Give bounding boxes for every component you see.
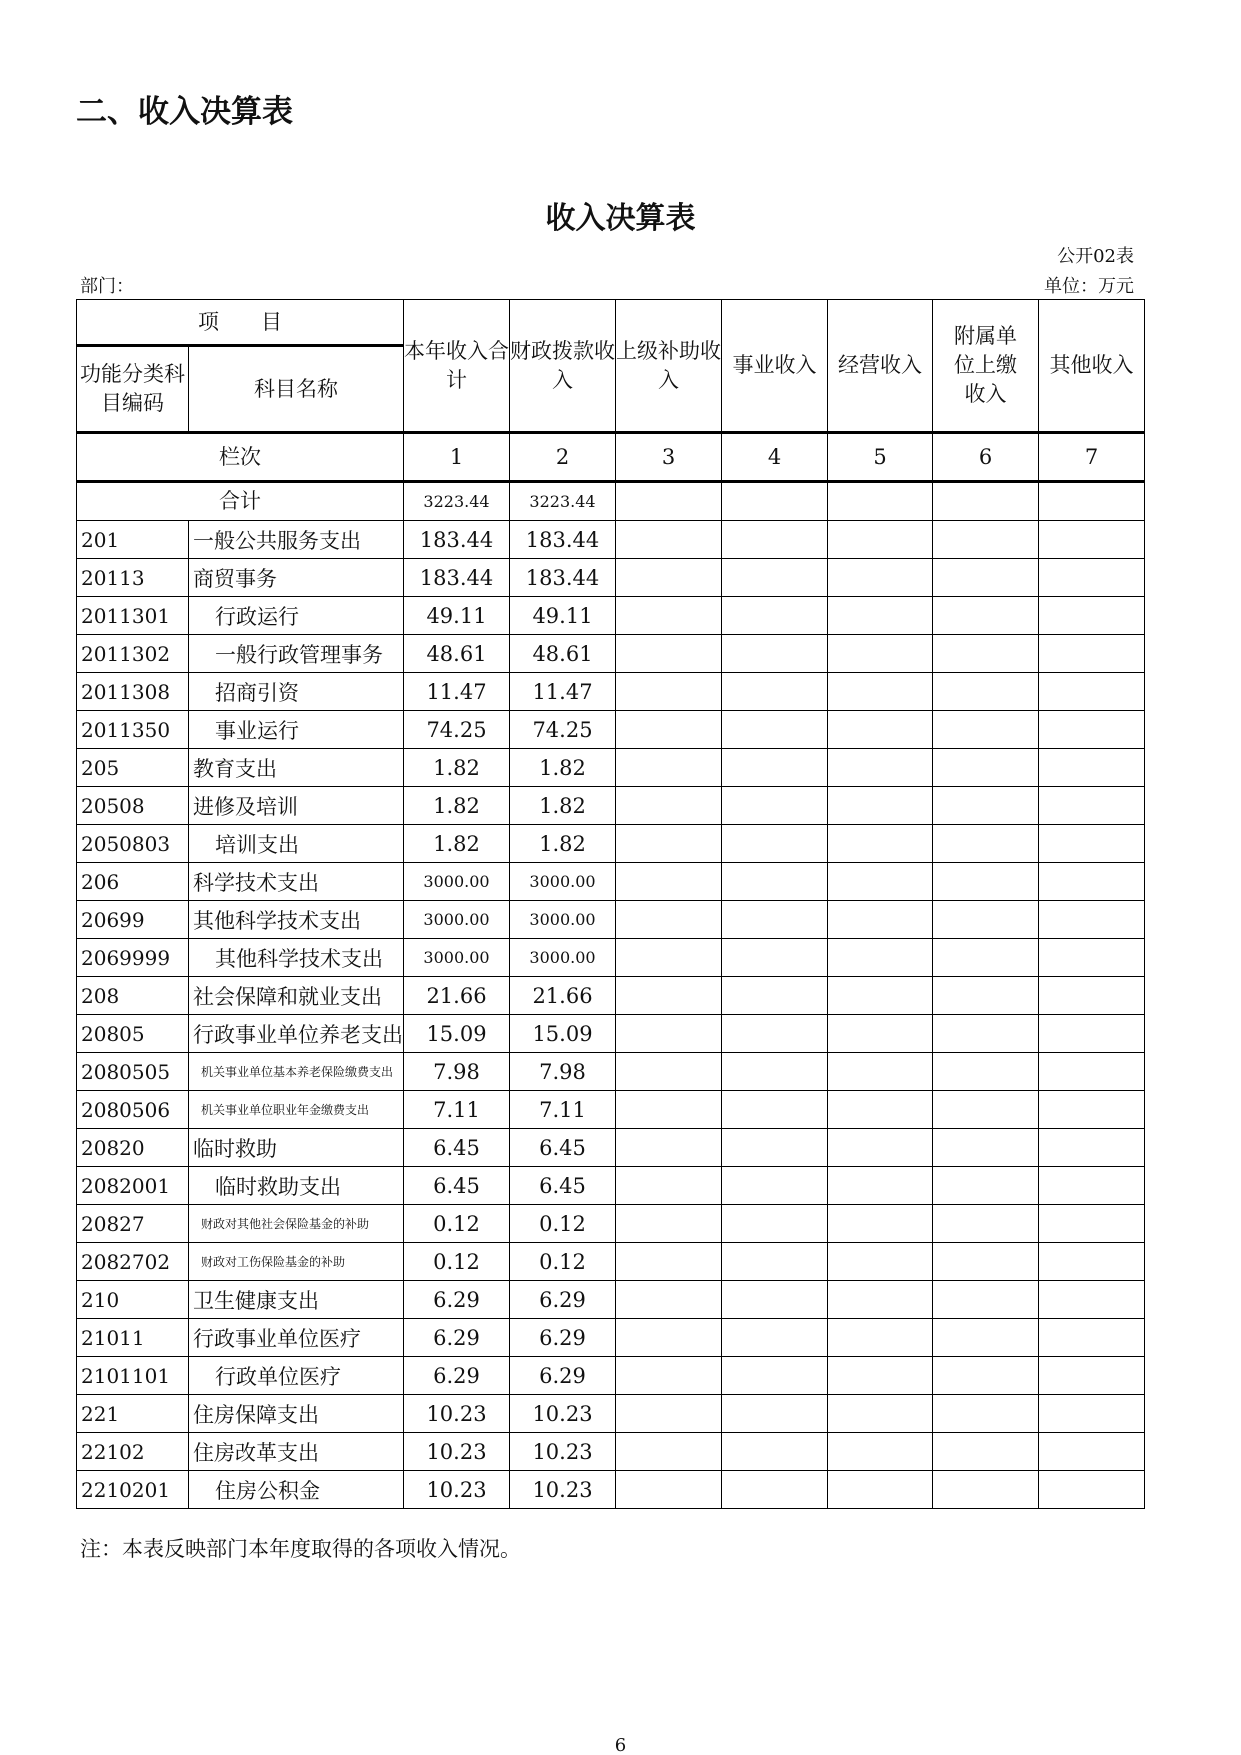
empty-cell: [1039, 673, 1145, 711]
empty-cell: [616, 1243, 722, 1281]
department-label: 部门：: [80, 276, 134, 297]
table-row: [77, 1319, 1145, 1357]
c2-cell: 7.98: [510, 1053, 616, 1091]
table-title: 收入决算表: [545, 201, 696, 236]
table-row: [77, 977, 1145, 1015]
empty-cell: [933, 787, 1039, 825]
name-cell: 招商引资: [189, 673, 404, 711]
column-number: 5: [828, 433, 933, 482]
empty-cell: [933, 1471, 1039, 1509]
empty-cell: [616, 635, 722, 673]
header-col: 事业收入: [722, 300, 828, 433]
empty-cell: [616, 597, 722, 635]
c1-cell: 0.12: [404, 1205, 510, 1243]
empty-cell: [828, 1015, 933, 1053]
name-cell: 一般行政管理事务: [189, 635, 404, 673]
c2-cell: 6.45: [510, 1129, 616, 1167]
code-cell: 20113: [77, 559, 189, 597]
table-row: [77, 635, 1145, 673]
empty-cell: [616, 1357, 722, 1395]
table-row: [77, 673, 1145, 711]
empty-cell: [1039, 635, 1145, 673]
code-cell: 201: [77, 521, 189, 559]
c2-cell: 49.11: [510, 597, 616, 635]
empty-cell: [933, 1433, 1039, 1471]
c1-cell: 15.09: [404, 1015, 510, 1053]
empty-cell: [1039, 939, 1145, 977]
empty-cell: [828, 1053, 933, 1091]
empty-cell: [1039, 1395, 1145, 1433]
c2-cell: 21.66: [510, 977, 616, 1015]
c2-cell: 15.09: [510, 1015, 616, 1053]
name-cell: 卫生健康支出: [189, 1281, 404, 1319]
empty-cell: [933, 1091, 1039, 1129]
unit-label: 单位：万元: [1044, 276, 1134, 297]
empty-cell: [933, 1129, 1039, 1167]
empty-cell: [933, 1053, 1039, 1091]
empty-cell: [722, 1015, 828, 1053]
empty-cell: [828, 939, 933, 977]
empty-cell: [1039, 787, 1145, 825]
code-cell: 22102: [77, 1433, 189, 1471]
header-col: 上级补助收入: [616, 300, 722, 433]
empty-cell: [1039, 521, 1145, 559]
c1-cell: 21.66: [404, 977, 510, 1015]
name-cell: 一般公共服务支出: [189, 521, 404, 559]
code-cell: 2011302: [77, 635, 189, 673]
name-cell: 临时救助: [189, 1129, 404, 1167]
form-number: 公开02表: [1057, 246, 1134, 267]
section-title: 二、收入决算表: [76, 94, 293, 130]
empty-cell: [828, 863, 933, 901]
column-number: 4: [722, 433, 828, 482]
header-col: 财政拨款收入: [510, 300, 616, 433]
c1-cell: 183.44: [404, 521, 510, 559]
header-code: 功能分类科目编码: [77, 346, 189, 433]
header-col: 经营收入: [828, 300, 933, 433]
table-row: [77, 1357, 1145, 1395]
name-cell: 培训支出: [189, 825, 404, 863]
c1-cell: 3000.00: [404, 939, 510, 977]
code-cell: 20805: [77, 1015, 189, 1053]
table-row: [77, 1281, 1145, 1319]
empty-cell: [1039, 1053, 1145, 1091]
table-row: [77, 597, 1145, 635]
empty-cell: [933, 559, 1039, 597]
empty-cell: [722, 1091, 828, 1129]
empty-cell: [722, 977, 828, 1015]
empty-cell: [933, 1395, 1039, 1433]
empty-cell: [616, 673, 722, 711]
empty-cell: [933, 1205, 1039, 1243]
empty-cell: [722, 901, 828, 939]
c2-cell: 6.29: [510, 1357, 616, 1395]
empty-cell: [828, 1129, 933, 1167]
empty-cell: [828, 635, 933, 673]
c2-cell: 0.12: [510, 1205, 616, 1243]
empty-cell: [722, 1433, 828, 1471]
empty-cell: [828, 1167, 933, 1205]
empty-cell: [828, 1205, 933, 1243]
table-row: [77, 749, 1145, 787]
c1-cell: 10.23: [404, 1471, 510, 1509]
table-row: [77, 825, 1145, 863]
empty-cell: [828, 1471, 933, 1509]
c1-cell: 49.11: [404, 597, 510, 635]
table-row: [77, 1129, 1145, 1167]
empty-cell: [828, 901, 933, 939]
table-row: [77, 1243, 1145, 1281]
c1-cell: 1.82: [404, 787, 510, 825]
empty-cell: [616, 559, 722, 597]
empty-cell: [828, 1357, 933, 1395]
code-cell: 2069999: [77, 939, 189, 977]
empty-cell: [616, 1053, 722, 1091]
empty-cell: [828, 1433, 933, 1471]
empty-cell: [933, 711, 1039, 749]
header-col: 附属单位上缴收入: [933, 300, 1039, 433]
code-cell: 21011: [77, 1319, 189, 1357]
table-row: [77, 559, 1145, 597]
empty-cell: [722, 1205, 828, 1243]
empty-cell: [722, 939, 828, 977]
column-number: 6: [933, 433, 1039, 482]
empty-cell: [933, 1015, 1039, 1053]
c2-cell: 0.12: [510, 1243, 616, 1281]
c2-cell: 6.29: [510, 1281, 616, 1319]
empty-cell: [722, 863, 828, 901]
c1-cell: 183.44: [404, 559, 510, 597]
empty-cell: [933, 901, 1039, 939]
c2-cell: 11.47: [510, 673, 616, 711]
empty-cell: [1039, 711, 1145, 749]
total-c2: 3223.44: [510, 482, 616, 521]
empty-cell: [722, 1053, 828, 1091]
empty-cell: [1039, 1357, 1145, 1395]
empty-cell: [933, 1281, 1039, 1319]
name-cell: 行政运行: [189, 597, 404, 635]
code-cell: 20820: [77, 1129, 189, 1167]
empty-cell: [722, 1167, 828, 1205]
empty-cell: [1039, 597, 1145, 635]
c2-cell: 7.11: [510, 1091, 616, 1129]
c1-cell: 1.82: [404, 825, 510, 863]
name-cell: 住房公积金: [189, 1471, 404, 1509]
empty-cell: [722, 1357, 828, 1395]
empty-cell: [616, 787, 722, 825]
name-cell: 财政对工伤保险基金的补助: [189, 1243, 404, 1281]
empty-cell: [1039, 1433, 1145, 1471]
empty-cell: [616, 1395, 722, 1433]
empty-cell: [828, 1319, 933, 1357]
table-row: [77, 1471, 1145, 1509]
empty-cell: [933, 749, 1039, 787]
code-cell: 20508: [77, 787, 189, 825]
code-cell: 20699: [77, 901, 189, 939]
empty-cell: [1039, 1243, 1145, 1281]
empty-cell: [616, 1433, 722, 1471]
c2-cell: 1.82: [510, 749, 616, 787]
code-cell: 2050803: [77, 825, 189, 863]
empty-cell: [616, 863, 722, 901]
empty-cell: [1039, 901, 1145, 939]
c1-cell: 1.82: [404, 749, 510, 787]
header-col: 本年收入合计: [404, 300, 510, 433]
empty-cell: [616, 1319, 722, 1357]
column-number: 7: [1039, 433, 1145, 482]
empty-cell: [1039, 1167, 1145, 1205]
empty-cell: [1039, 825, 1145, 863]
code-cell: 205: [77, 749, 189, 787]
empty-cell: [616, 939, 722, 977]
name-cell: 科学技术支出: [189, 863, 404, 901]
column-number: 2: [510, 433, 616, 482]
empty-cell: [722, 597, 828, 635]
empty-cell: [828, 1243, 933, 1281]
empty-cell: [722, 749, 828, 787]
empty-cell: [722, 1395, 828, 1433]
header-name: 科目名称: [189, 346, 404, 433]
header-item: 项 目: [77, 300, 404, 346]
empty-cell: [933, 1357, 1039, 1395]
empty-cell: [722, 1281, 828, 1319]
name-cell: 社会保障和就业支出: [189, 977, 404, 1015]
table-row: [77, 1433, 1145, 1471]
empty-cell: [616, 749, 722, 787]
c2-cell: 183.44: [510, 521, 616, 559]
column-number-label: 栏次: [77, 433, 404, 482]
c1-cell: 3000.00: [404, 863, 510, 901]
code-cell: 2082001: [77, 1167, 189, 1205]
empty-cell: [933, 521, 1039, 559]
c1-cell: 6.29: [404, 1357, 510, 1395]
name-cell: 教育支出: [189, 749, 404, 787]
empty-cell: [828, 1091, 933, 1129]
empty-cell: [722, 559, 828, 597]
c1-cell: 10.23: [404, 1433, 510, 1471]
name-cell: 行政单位医疗: [189, 1357, 404, 1395]
empty-cell: [616, 711, 722, 749]
empty-cell: [828, 673, 933, 711]
name-cell: 财政对其他社会保险基金的补助: [189, 1205, 404, 1243]
c2-cell: 74.25: [510, 711, 616, 749]
code-cell: 2011301: [77, 597, 189, 635]
empty-cell: [722, 1243, 828, 1281]
empty-cell: [616, 825, 722, 863]
c2-cell: 10.23: [510, 1433, 616, 1471]
c2-cell: 6.45: [510, 1167, 616, 1205]
name-cell: 行政事业单位医疗: [189, 1319, 404, 1357]
name-cell: 临时救助支出: [189, 1167, 404, 1205]
table-row: [77, 521, 1145, 559]
name-cell: 进修及培训: [189, 787, 404, 825]
empty-cell: [933, 673, 1039, 711]
empty-cell: [616, 1167, 722, 1205]
c1-cell: 6.45: [404, 1129, 510, 1167]
table-row: [77, 1015, 1145, 1053]
column-number: 1: [404, 433, 510, 482]
empty-cell: [722, 1471, 828, 1509]
c2-cell: 10.23: [510, 1471, 616, 1509]
c2-cell: 3000.00: [510, 939, 616, 977]
empty-cell: [933, 1167, 1039, 1205]
name-cell: 事业运行: [189, 711, 404, 749]
empty-cell: [933, 1243, 1039, 1281]
name-cell: 住房改革支出: [189, 1433, 404, 1471]
code-cell: 2080505: [77, 1053, 189, 1091]
table-row: [77, 711, 1145, 749]
c1-cell: 7.98: [404, 1053, 510, 1091]
empty-cell: [933, 635, 1039, 673]
code-cell: 2082702: [77, 1243, 189, 1281]
empty-cell: [828, 977, 933, 1015]
name-cell: 其他科学技术支出: [189, 939, 404, 977]
empty-cell: [828, 825, 933, 863]
c2-cell: 3000.00: [510, 901, 616, 939]
empty-cell: [1039, 1471, 1145, 1509]
empty-cell: [616, 977, 722, 1015]
c1-cell: 74.25: [404, 711, 510, 749]
c2-cell: 10.23: [510, 1395, 616, 1433]
empty-cell: [1039, 1129, 1145, 1167]
empty-cell: [722, 1129, 828, 1167]
empty-cell: [722, 1319, 828, 1357]
code-cell: 2011350: [77, 711, 189, 749]
table-row: [77, 1395, 1145, 1433]
empty-cell: [933, 825, 1039, 863]
table-row: [77, 787, 1145, 825]
empty-cell: [1039, 863, 1145, 901]
empty-cell: [616, 1281, 722, 1319]
income-table: [76, 299, 1145, 1509]
empty-cell: [1039, 977, 1145, 1015]
empty-cell: [616, 901, 722, 939]
c1-cell: 48.61: [404, 635, 510, 673]
table-row: [77, 939, 1145, 977]
code-cell: 2011308: [77, 673, 189, 711]
table-row: [77, 863, 1145, 901]
empty-cell: [1039, 1091, 1145, 1129]
code-cell: 2210201: [77, 1471, 189, 1509]
empty-cell: [1039, 1205, 1145, 1243]
code-cell: 210: [77, 1281, 189, 1319]
name-cell: 其他科学技术支出: [189, 901, 404, 939]
empty-cell: [722, 787, 828, 825]
empty-cell: [616, 1205, 722, 1243]
empty-cell: [933, 1319, 1039, 1357]
name-cell: 行政事业单位养老支出: [189, 1015, 404, 1053]
code-cell: 208: [77, 977, 189, 1015]
name-cell: 机关事业单位职业年金缴费支出: [189, 1091, 404, 1129]
c1-cell: 6.45: [404, 1167, 510, 1205]
empty-cell: [1039, 1319, 1145, 1357]
empty-cell: [722, 673, 828, 711]
empty-cell: [1039, 559, 1145, 597]
empty-cell: [828, 1395, 933, 1433]
code-cell: 221: [77, 1395, 189, 1433]
empty-cell: [616, 1091, 722, 1129]
footnote: 注：本表反映部门本年度取得的各项收入情况。: [80, 1537, 521, 1561]
c2-cell: 48.61: [510, 635, 616, 673]
table-row: [77, 1091, 1145, 1129]
name-cell: 商贸事务: [189, 559, 404, 597]
empty-cell: [828, 711, 933, 749]
code-cell: 2101101: [77, 1357, 189, 1395]
c2-cell: 183.44: [510, 559, 616, 597]
table-row: [77, 1167, 1145, 1205]
name-cell: 住房保障支出: [189, 1395, 404, 1433]
c2-cell: 6.29: [510, 1319, 616, 1357]
c1-cell: 11.47: [404, 673, 510, 711]
c2-cell: 1.82: [510, 825, 616, 863]
empty-cell: [616, 1471, 722, 1509]
empty-cell: [616, 1015, 722, 1053]
table-row: [77, 1205, 1145, 1243]
empty-cell: [1039, 749, 1145, 787]
empty-cell: [1039, 1281, 1145, 1319]
empty-cell: [828, 1281, 933, 1319]
column-number: 3: [616, 433, 722, 482]
total-c1: 3223.44: [404, 482, 510, 521]
c1-cell: 7.11: [404, 1091, 510, 1129]
page-number: 6: [614, 1735, 627, 1755]
name-cell: 机关事业单位基本养老保险缴费支出: [189, 1053, 404, 1091]
c2-cell: 1.82: [510, 787, 616, 825]
empty-cell: [828, 749, 933, 787]
c2-cell: 3000.00: [510, 863, 616, 901]
c1-cell: 3000.00: [404, 901, 510, 939]
empty-cell: [933, 939, 1039, 977]
empty-cell: [933, 863, 1039, 901]
empty-cell: [616, 521, 722, 559]
empty-cell: [616, 1129, 722, 1167]
table-row: [77, 901, 1145, 939]
empty-cell: [722, 635, 828, 673]
empty-cell: [933, 597, 1039, 635]
c1-cell: 10.23: [404, 1395, 510, 1433]
table-row: [77, 1053, 1145, 1091]
total-label: 合计: [77, 482, 404, 521]
empty-cell: [722, 521, 828, 559]
c1-cell: 0.12: [404, 1243, 510, 1281]
empty-cell: [828, 787, 933, 825]
c1-cell: 6.29: [404, 1281, 510, 1319]
empty-cell: [828, 559, 933, 597]
empty-cell: [828, 521, 933, 559]
header-col: 其他收入: [1039, 300, 1145, 433]
empty-cell: [828, 597, 933, 635]
c1-cell: 6.29: [404, 1319, 510, 1357]
empty-cell: [722, 825, 828, 863]
code-cell: 206: [77, 863, 189, 901]
empty-cell: [1039, 1015, 1145, 1053]
code-cell: 2080506: [77, 1091, 189, 1129]
empty-cell: [722, 711, 828, 749]
code-cell: 20827: [77, 1205, 189, 1243]
empty-cell: [933, 977, 1039, 1015]
